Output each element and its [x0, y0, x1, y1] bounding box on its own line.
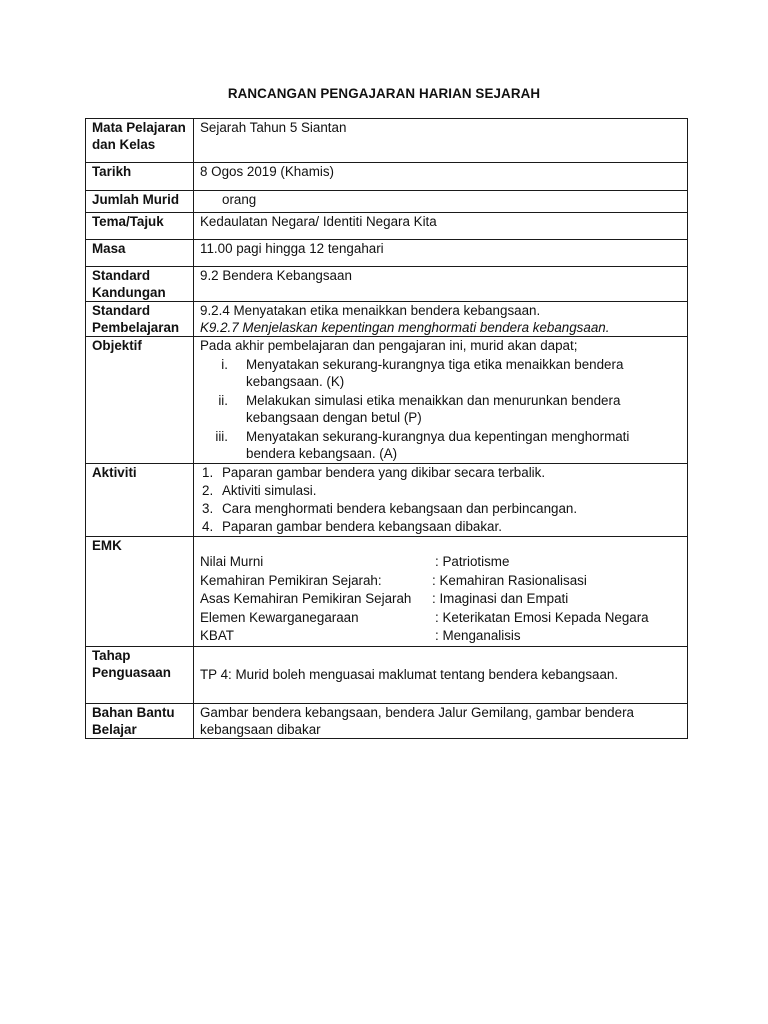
label-aktiviti: Aktiviti — [86, 464, 194, 537]
emk-key: Kemahiran Pemikiran Sejarah: — [200, 572, 382, 588]
label-tema: Tema/Tajuk — [86, 213, 194, 240]
objektif-intro: Pada akhir pembelajaran dan pengajaran ini, murid akan dapat; — [200, 338, 578, 353]
page-title: RANCANGAN PENGAJARAN HARIAN SEJARAH — [227, 86, 541, 101]
list-number: 1. — [202, 465, 214, 480]
emk-value: : Kemahiran Rasionalisasi — [432, 572, 587, 588]
emk-value: : Menganalisis — [435, 628, 521, 643]
list-number: i. — [221, 357, 228, 372]
list-number: 2. — [202, 483, 214, 498]
label-emk: EMK — [86, 537, 194, 647]
row-standard-pembelajaran — [86, 302, 688, 337]
label-bahan: Bahan Bantu Belajar — [86, 703, 194, 738]
emk-item — [200, 553, 681, 572]
list-number: 4. — [202, 519, 214, 534]
row-mata-pelajaran — [86, 119, 688, 163]
value-mata-pelajaran: Sejarah Tahun 5 Siantan — [194, 119, 688, 163]
emk-value: : Imaginasi dan Empati — [432, 591, 569, 606]
list-number: ii. — [218, 393, 228, 408]
lesson-plan-table — [85, 118, 688, 739]
value-emk — [194, 537, 688, 647]
emk-value: : Patriotisme — [435, 554, 510, 569]
row-bahan — [86, 703, 688, 738]
sp-line-2: K9.2.7 Menjelaskan kepentingan menghormati bendera kebangsaan. — [200, 320, 610, 335]
value-masa: 11.00 pagi hingga 12 tengahari — [194, 240, 688, 267]
list-text: Aktiviti simulasi. — [222, 483, 317, 498]
value-standard-pembelajaran — [194, 302, 688, 337]
list-text: Cara menghormati bendera kebangsaan dan perbincangan. — [222, 501, 578, 516]
label-jumlah-murid: Jumlah Murid — [86, 191, 194, 213]
row-standard-kandungan — [86, 267, 688, 302]
list-item — [200, 518, 681, 536]
row-objektif — [86, 337, 688, 464]
label-standard-kandungan: Standard Kandungan — [86, 267, 194, 302]
emk-key: Asas Kemahiran Pemikiran Sejarah — [200, 591, 412, 606]
list-item — [200, 500, 681, 518]
row-masa — [86, 240, 688, 267]
value-tahap: TP 4: Murid boleh menguasai maklumat tentang bendera kebangsaan. — [194, 646, 688, 703]
row-jumlah-murid — [86, 191, 688, 213]
row-aktiviti — [86, 464, 688, 537]
emk-key: Elemen Kewarganegaraan — [200, 609, 359, 625]
list-text: Menyatakan sekurang-kurangnya dua kepentingan menghormati bendera kebangsaan. (A) — [246, 429, 630, 461]
list-item — [200, 482, 681, 500]
label-masa: Masa — [86, 240, 194, 267]
sp-line-1: 9.2.4 Menyatakan etika menaikkan bendera kebangsaan. — [200, 303, 541, 318]
emk-item — [200, 627, 681, 646]
row-tarikh — [86, 163, 688, 191]
label-standard-pembelajaran: Standard Pembelajaran — [86, 302, 194, 337]
emk-value: : Keterikatan Emosi Kepada Negara — [435, 609, 649, 625]
list-text: Paparan gambar bendera kebangsaan dibakar. — [222, 519, 502, 534]
list-text: Melakukan simulasi etika menaikkan dan menurunkan bendera kebangsaan dengan betul (P) — [246, 393, 621, 425]
emk-key: KBAT — [200, 628, 234, 643]
list-item — [200, 464, 681, 482]
objektif-list — [200, 356, 681, 462]
label-objektif: Objektif — [86, 337, 194, 464]
aktiviti-list — [200, 464, 681, 536]
row-tahap — [86, 646, 688, 703]
list-number: 3. — [202, 501, 214, 516]
list-item — [200, 392, 681, 426]
list-number: iii. — [215, 429, 228, 444]
list-item — [200, 356, 681, 390]
list-text: Menyatakan sekurang-kurangnya tiga etika menaikkan bendera kebangsaan. (K) — [246, 357, 624, 389]
value-aktiviti — [194, 464, 688, 537]
emk-item — [200, 609, 681, 628]
list-item — [200, 428, 681, 462]
emk-item — [200, 590, 681, 609]
value-jumlah-murid: orang — [194, 191, 688, 213]
value-tema: Kedaulatan Negara/ Identiti Negara Kita — [194, 213, 688, 240]
label-tarikh: Tarikh — [86, 163, 194, 191]
value-objektif — [194, 337, 688, 464]
row-tema — [86, 213, 688, 240]
value-tarikh: 8 Ogos 2019 (Khamis) — [194, 163, 688, 191]
label-tahap: Tahap Penguasaan — [86, 646, 194, 703]
value-standard-kandungan: 9.2 Bendera Kebangsaan — [194, 267, 688, 302]
emk-key: Nilai Murni — [200, 554, 264, 569]
label-mata-pelajaran: Mata Pelajaran dan Kelas — [86, 119, 194, 163]
value-bahan: Gambar bendera kebangsaan, bendera Jalur Gemilang, gambar bendera kebangsaan dibakar — [194, 703, 688, 738]
list-text: Paparan gambar bendera yang dikibar secara terbalik. — [222, 465, 546, 480]
emk-item — [200, 572, 681, 591]
row-emk — [86, 537, 688, 647]
